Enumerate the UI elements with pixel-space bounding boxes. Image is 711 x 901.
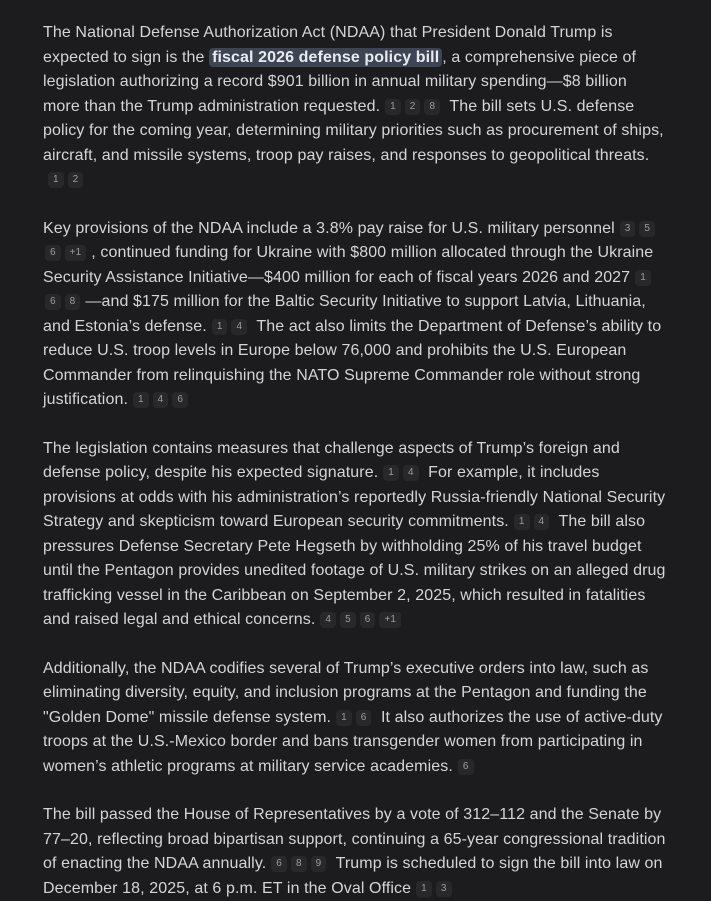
citation-badge[interactable]: 4: [534, 514, 550, 530]
text-segment: It also authorizes the use of active-duty troops at the U.S.-Mexico border and bans transgender women from participating in women’s athletic programs at military service academies.: [43, 708, 663, 775]
citation-badge[interactable]: 6: [360, 612, 376, 628]
citation-badge[interactable]: 2: [405, 99, 421, 115]
citation-badge[interactable]: 8: [65, 294, 81, 310]
citation-badge[interactable]: 8: [424, 99, 440, 115]
citation-group: [512, 513, 551, 530]
citation-badge[interactable]: 6: [45, 294, 61, 310]
citation-badge[interactable]: 1: [416, 881, 432, 897]
citation-badge[interactable]: 9: [311, 856, 327, 872]
paragraph: [43, 803, 668, 901]
citation-badge[interactable]: 1: [383, 465, 399, 481]
citation-group: [456, 758, 476, 775]
citation-badge[interactable]: 8: [291, 856, 307, 872]
citation-badge[interactable]: 1: [514, 514, 530, 530]
text-segment: The bill passed the House of Representatives by a vote of 312–112 and the Senate by 77–20, reflecting broad bipartisan support, continuing a 65-year congressional tradition of enacting the NDAA annually.: [43, 806, 666, 872]
text-segment: Trump is scheduled to sign the bill into law on December 18, 2025, at 6 p.m. ET in the Oval Office: [43, 855, 663, 897]
citation-group: [318, 611, 403, 628]
citation-badge[interactable]: 3: [620, 221, 636, 237]
paragraph: [43, 217, 668, 413]
citation-badge[interactable]: +1: [379, 612, 401, 628]
citation-badge[interactable]: 4: [403, 465, 419, 481]
citation-group: [383, 98, 442, 115]
paragraph: [43, 437, 668, 633]
text-segment: —and $175 million for the Baltic Security Initiative to support Latvia, Lithuania, and Estonia’s defense.: [43, 293, 646, 335]
citation-badge[interactable]: 6: [45, 245, 61, 261]
citation-group: [334, 709, 373, 726]
citation-badge[interactable]: 4: [231, 319, 247, 335]
text-segment: Additionally, the NDAA codifies several of Trump’s executive orders into law, such as eliminating diversity, equity, and inclusion programs at the Pentagon and funding the "Golden Dome" missile defense system.: [43, 659, 649, 726]
citation-group: [381, 464, 420, 481]
text-segment: The act also limits the Department of Defense’s ability to reduce U.S. troop levels in Europe below 76,000 and prohibits the U.S. European Commander from relinquishing the NATO Supreme Commander role without strong justification.: [43, 317, 662, 408]
citation-badge[interactable]: 1: [133, 392, 149, 408]
citation-badge[interactable]: 6: [271, 856, 287, 872]
citation-group: [414, 880, 453, 897]
citation-badge[interactable]: 1: [336, 710, 352, 726]
citation-group: [131, 391, 190, 408]
citation-badge[interactable]: 5: [639, 221, 655, 237]
text-segment: The National Defense Authorization Act (NDAA) that President Donald Trump is expected to sign is the: [43, 24, 613, 66]
citation-badge[interactable]: 1: [385, 99, 401, 115]
citation-group: [269, 855, 328, 872]
citation-badge[interactable]: 4: [153, 392, 169, 408]
paragraph: [43, 657, 668, 780]
text-segment: , a comprehensive piece of legislation authorizing a record $901 billion in annual military spending—$8 billion more than the Trump administration requested.: [43, 48, 637, 115]
citation-badge[interactable]: 3: [436, 881, 452, 897]
text-segment: Key provisions of the NDAA include a 3.8% pay raise for U.S. military personnel: [43, 219, 615, 237]
paragraph: [43, 21, 668, 193]
text-segment: The legislation contains measures that challenge aspects of Trump’s foreign and defense policy, despite his expected signature.: [43, 439, 620, 481]
citation-badge[interactable]: 6: [172, 392, 188, 408]
highlighted-term[interactable]: fiscal 2026 defense policy bill: [209, 48, 442, 67]
text-segment: For example, it includes provisions at odds with his administration’s reportedly Russia-friendly National Security Strategy and skepticism toward European security commitments.: [43, 464, 666, 530]
citation-badge[interactable]: 2: [68, 172, 84, 188]
text-segment: The bill sets U.S. defense policy for the coming year, determining military priorities such as procurement of ships, aircraft, and missile systems, troop pay raises, and responses to geopolitical threats.: [43, 97, 664, 164]
text-segment: , continued funding for Ukraine with $800 million allocated through the Ukraine Security Assistance Initiative—$400 million for each of fiscal years 2026 and 2027: [43, 244, 654, 286]
citation-group: [210, 318, 249, 335]
citation-badge[interactable]: 1: [635, 270, 651, 286]
citation-badge[interactable]: +1: [65, 245, 87, 261]
citation-badge[interactable]: 5: [340, 612, 356, 628]
citation-badge[interactable]: 6: [356, 710, 372, 726]
citation-group: [46, 171, 85, 188]
citation-badge[interactable]: 6: [458, 759, 474, 775]
citation-badge[interactable]: 1: [48, 172, 64, 188]
citation-badge[interactable]: 1: [212, 319, 228, 335]
citation-badge[interactable]: 4: [320, 612, 336, 628]
text-segment: The bill also pressures Defense Secretary Pete Hegseth by withholding 25% of his travel budget until the Pentagon provides unedited footage of U.S. military strikes on an alleged drug trafficking vessel in the Caribbean on September 2, 2025, which resulted in fatalities and raised legal and ethical concerns.: [43, 513, 666, 628]
